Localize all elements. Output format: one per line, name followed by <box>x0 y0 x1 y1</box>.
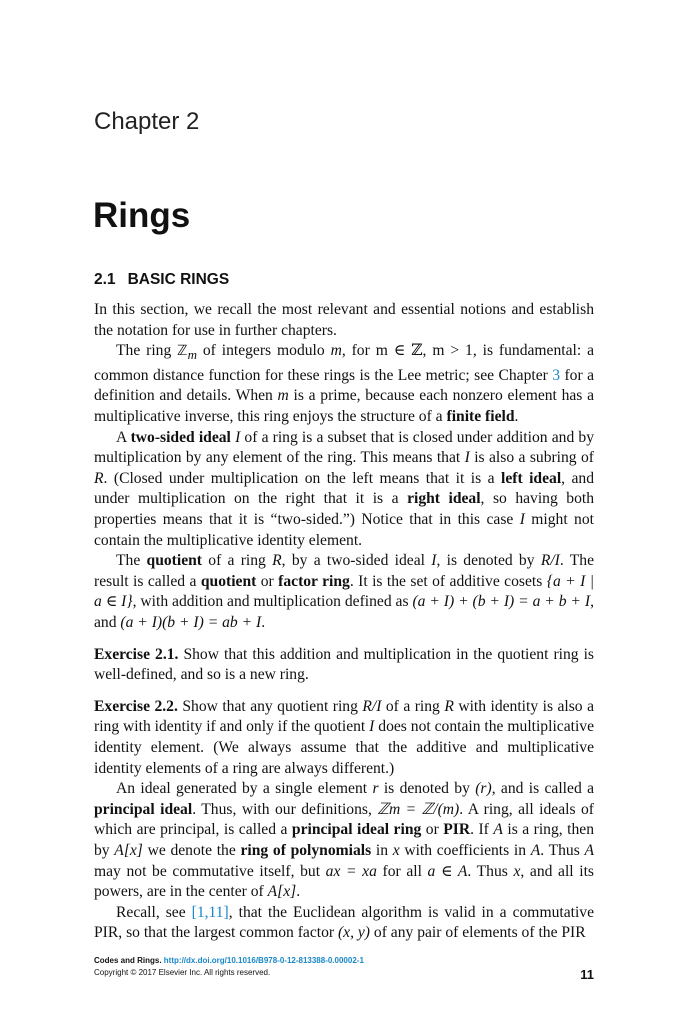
copyright-notice: Copyright © 2017 Elsevier Inc. All rights reserved. <box>94 968 271 977</box>
chapter-link[interactable]: 3 <box>552 366 561 384</box>
exercise-2-1: Exercise 2.1. Show that this addition and multiplication in the quotient ring is well-defined, and so is a new ring. <box>94 645 594 684</box>
source-label: Codes and Rings. <box>94 956 162 965</box>
paragraph-ring-zm: The ring ℤ$_m$ of integers modulo m, for m ∈ ℤ, m > 1, is fundamental: a common distance function for these rings is the Lee metric; see Chapter 3 for a definition and details. When m is a prime, because each nonzero element has a multiplicative inverse, this ring enjoys the structure of a finite field. <box>94 342 594 426</box>
exercise-label: Exercise 2.1. <box>94 645 179 663</box>
citation-link[interactable]: [1,11] <box>191 903 229 921</box>
body-text <box>94 300 594 944</box>
section-number: 2.1 <box>94 271 116 288</box>
chapter-label: Chapter 2 <box>94 108 200 135</box>
paragraph-two-sided-ideal: A two-sided ideal I of a ring is a subset that is closed under addition and by multiplication by any element of the ring. This means that I is also a subring of R. (Closed under multiplication on the left means that it is a left ideal, and under multiplication on the right that it is a right ideal, so having both properties means that it is “two-sided.”) Notice that in this case I might not contain the multiplicative identity element. <box>94 428 595 549</box>
section-heading <box>94 271 229 289</box>
page-footer <box>94 955 594 979</box>
page-number: 11 <box>580 967 594 982</box>
paragraph-quotient: The quotient of a ring R, by a two-sided ideal I, is denoted by R/I. The result is called a quotient or factor ring. It is the set of additive cosets {a + I | a ∈ I}, with addition and multiplication defined as (a + I) + (b + I) = a + b + I, and (a + I)(b + I) = ab + I. <box>94 552 595 632</box>
exercise-2-2: Exercise 2.2. Show that any quotient ring R/I of a ring R with identity is also a ring with identity if and only if the quotient I does not contain the multiplicative identity element. (We always assume that the additive and multiplicative identity elements of a ring are always different.) <box>94 697 594 777</box>
paragraph-euclidean: Recall, see [1,11], that the Euclidean algorithm is valid in a commutative PIR, so that the largest common factor (x, y) of any pair of elements of the PIR <box>94 903 595 942</box>
chapter-title: Rings <box>93 196 191 235</box>
paragraph-principal-ideal: An ideal generated by a single element r is denoted by (r), and is called a principal ideal. Thus, with our definitions, ℤm = ℤ/(m). A ring, all ideals of which are principal, is called a principal ideal ring or PIR. If A is a ring, then by A[x] we denote the ring of polynomials in x with coefficients in A. Thus A may not be commutative itself, but ax = xa for all a ∈ A. Thus x, and all its powers, are in the center of A[x]. <box>94 780 594 901</box>
paragraph-intro: In this section, we recall the most relevant and essential notions and establish the notation for use in further chapters. <box>94 301 594 339</box>
exercise-label: Exercise 2.2. <box>94 697 178 715</box>
doi-link[interactable]: http://dx.doi.org/10.1016/B978-0-12-813388-0.00002-1 <box>163 956 364 965</box>
section-title: BASIC RINGS <box>127 271 230 288</box>
